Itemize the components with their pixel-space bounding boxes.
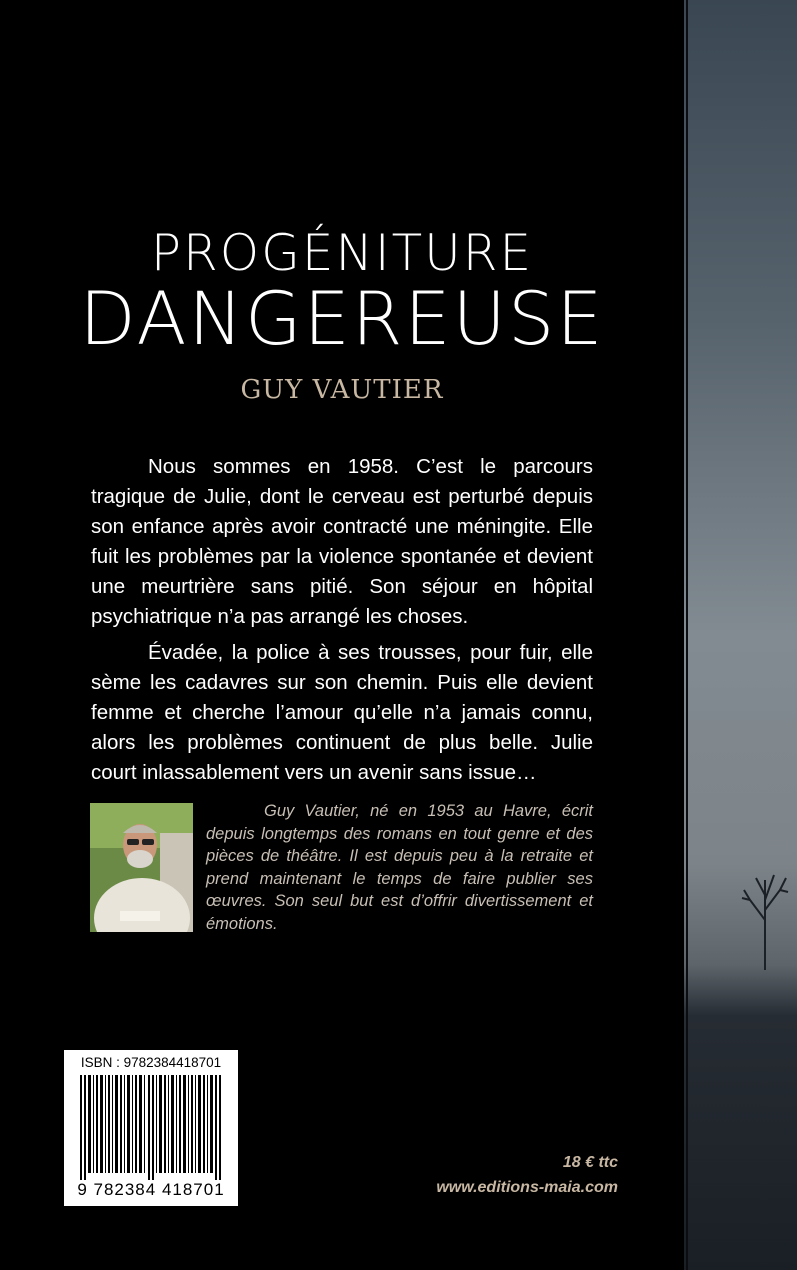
dead-tree-illustration — [740, 860, 790, 970]
publisher-website: www.editions-maia.com — [436, 1179, 618, 1196]
synopsis — [91, 452, 593, 794]
synopsis-paragraph: Évadée, la police à ses trousses, pour fuir, elle sème les cadavres sur son chemin. Puis elle devient femme et cherche l’amour qu’elle n’a jamais connu, alors les problèmes continuent de plus belle. Julie court inlassablement vers un avenir sans issue… — [91, 641, 593, 784]
author-photo — [90, 803, 193, 932]
price: 18 € ttc — [562, 1154, 618, 1171]
synopsis-paragraph: Nous sommes en 1958. C’est le parcours tragique de Julie, dont le cerveau est perturbé depuis son enfance après avoir contracté une méningite. Elle fuit les problèmes par la violence spontanée et devient une meurtrière sans pitié. Son séjour en hôpital psychiatrique n’a pas arrangé les choses. — [91, 455, 593, 628]
author-portrait-image — [90, 803, 193, 932]
author-name: GUY VAUTIER — [240, 375, 444, 405]
isbn-barcode — [64, 1050, 238, 1206]
front-cover-edge — [684, 0, 797, 1270]
isbn-label: ISBN : 9782384418701 — [80, 1055, 222, 1070]
book-title-line-1: PROGÉNITURE — [150, 224, 534, 282]
book-title-line-2: DANGEREUSE — [79, 277, 605, 362]
isbn-digits: 9 782384 418701 — [77, 1180, 225, 1199]
barcode-bars — [68, 1075, 234, 1180]
spine-divider — [686, 0, 688, 1270]
author-biography: Guy Vautier, né en 1953 au Havre, écrit depuis longtemps des romans en tout genre et des pièces de théâtre. Il est depuis peu à la retraite et prend maintenant le temps de faire publier ses œuvres. Son seul but est d’offrir divertissement et émotions. — [206, 802, 593, 933]
